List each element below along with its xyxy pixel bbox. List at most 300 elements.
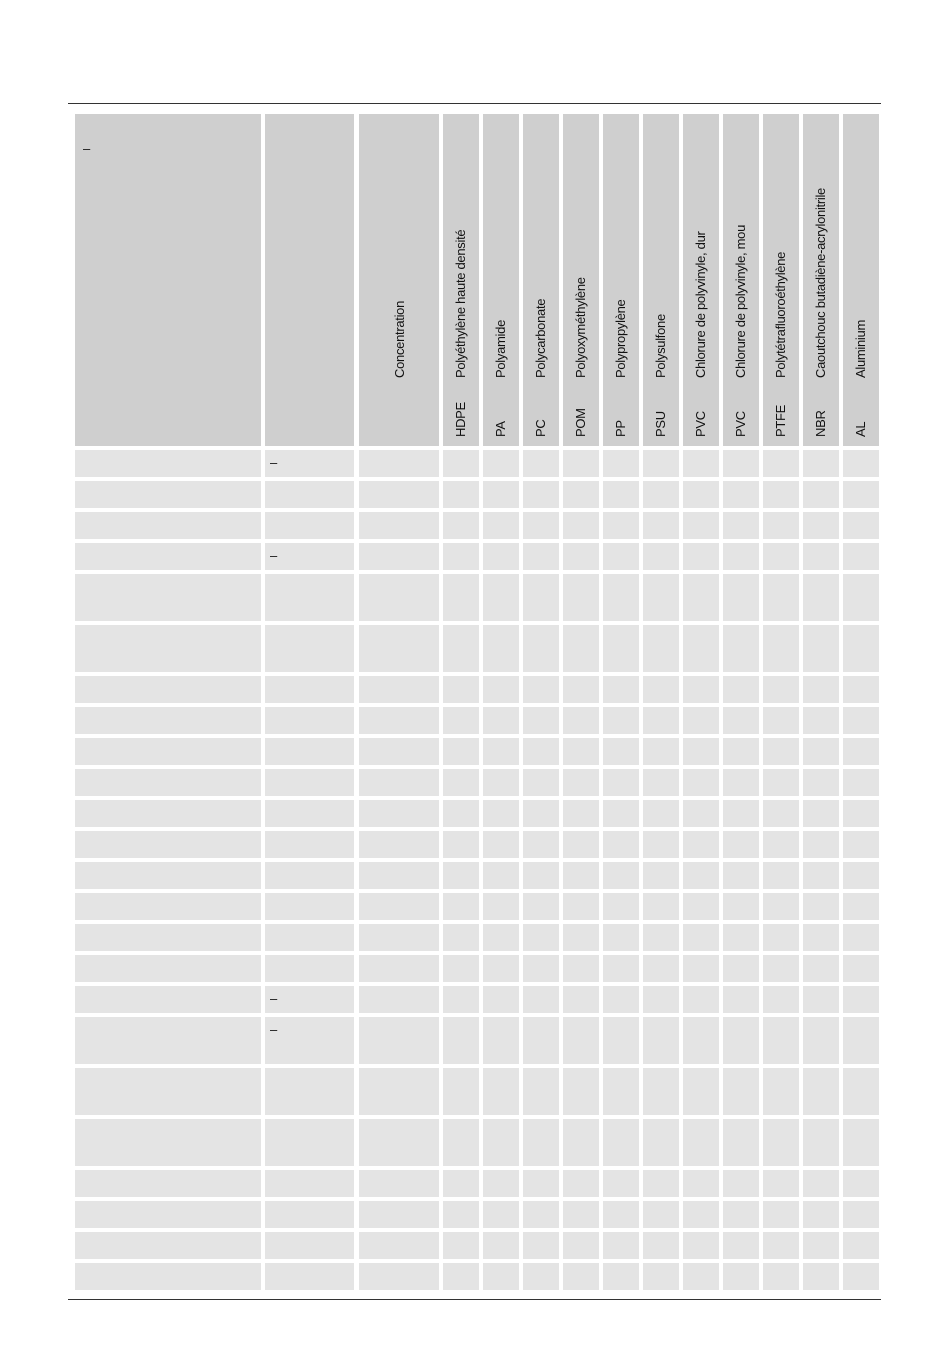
concentration-cell xyxy=(359,1170,439,1197)
substance-cell xyxy=(75,986,261,1013)
rating-cell xyxy=(563,893,599,920)
substance-cell xyxy=(75,1017,261,1064)
rating-cell xyxy=(723,738,759,765)
material-abbr: POM xyxy=(573,408,588,437)
substance-cell xyxy=(75,924,261,951)
material-name: Polysulfone xyxy=(653,314,668,378)
rating-cell xyxy=(843,1201,879,1228)
concentration-cell xyxy=(359,893,439,920)
rating-cell xyxy=(603,707,639,734)
rating-cell xyxy=(803,1119,839,1166)
rating-cell xyxy=(683,831,719,858)
rating-cell xyxy=(803,738,839,765)
substance-cell xyxy=(75,676,261,703)
material-abbr: PA xyxy=(493,421,508,437)
rating-cell xyxy=(683,1170,719,1197)
rating-cell xyxy=(523,481,559,508)
rating-cell xyxy=(803,955,839,982)
rating-cell xyxy=(523,543,559,570)
rating-cell xyxy=(803,831,839,858)
rating-cell xyxy=(723,1232,759,1259)
rating-cell xyxy=(763,512,799,539)
rating-cell xyxy=(843,1119,879,1166)
rating-cell xyxy=(803,676,839,703)
rating-cell xyxy=(763,738,799,765)
rating-cell xyxy=(563,450,599,477)
rating-cell xyxy=(643,1170,679,1197)
concentration-cell xyxy=(359,1232,439,1259)
concentration-cell xyxy=(359,625,439,672)
rating-cell xyxy=(803,1201,839,1228)
rating-cell xyxy=(443,1170,479,1197)
rating-cell xyxy=(643,738,679,765)
concentration-cell xyxy=(359,769,439,796)
rating-cell xyxy=(563,738,599,765)
rating-cell xyxy=(483,1170,519,1197)
rating-cell xyxy=(843,543,879,570)
rating-cell xyxy=(643,512,679,539)
formula-cell xyxy=(265,676,354,703)
rating-cell xyxy=(763,1201,799,1228)
rating-cell xyxy=(723,986,759,1013)
rating-cell xyxy=(603,512,639,539)
formula-value: – xyxy=(270,1022,278,1037)
rating-cell xyxy=(603,1068,639,1115)
material-name: Polyéthylène haute densité xyxy=(453,229,468,378)
substance-cell xyxy=(75,738,261,765)
substance-cell xyxy=(75,955,261,982)
rating-cell xyxy=(643,1068,679,1115)
rating-cell xyxy=(763,893,799,920)
rating-cell xyxy=(563,481,599,508)
material-abbr: AL xyxy=(853,421,868,437)
rating-cell xyxy=(763,707,799,734)
rating-cell xyxy=(523,924,559,951)
rating-cell xyxy=(643,676,679,703)
substance-cell xyxy=(75,1119,261,1166)
rating-cell xyxy=(563,986,599,1013)
rating-cell xyxy=(803,1263,839,1290)
rating-cell xyxy=(563,924,599,951)
material-abbr: NBR xyxy=(813,410,828,437)
rating-cell xyxy=(603,543,639,570)
rating-cell xyxy=(763,955,799,982)
formula-cell xyxy=(265,986,354,1013)
formula-cell xyxy=(265,543,354,570)
rating-cell xyxy=(443,831,479,858)
rating-cell xyxy=(683,1068,719,1115)
material-abbr: PVC xyxy=(733,411,748,437)
rating-cell xyxy=(603,625,639,672)
rating-cell xyxy=(643,862,679,889)
rating-cell xyxy=(683,481,719,508)
rating-cell xyxy=(483,543,519,570)
concentration-cell xyxy=(359,450,439,477)
rating-cell xyxy=(643,707,679,734)
rating-cell xyxy=(643,1201,679,1228)
rating-cell xyxy=(763,862,799,889)
rating-cell xyxy=(843,893,879,920)
substance-cell xyxy=(75,1263,261,1290)
rating-cell xyxy=(723,481,759,508)
rating-cell xyxy=(603,862,639,889)
rating-cell xyxy=(763,543,799,570)
rating-cell xyxy=(483,1068,519,1115)
rating-cell xyxy=(483,800,519,827)
formula-cell xyxy=(265,707,354,734)
rating-cell xyxy=(803,1068,839,1115)
material-abbr: PVC xyxy=(693,411,708,437)
rating-cell xyxy=(483,707,519,734)
concentration-cell xyxy=(359,1068,439,1115)
rating-cell xyxy=(643,986,679,1013)
rating-cell xyxy=(723,955,759,982)
rating-cell xyxy=(803,1170,839,1197)
rating-cell xyxy=(843,1017,879,1064)
material-name: Caoutchouc butadiène-acrylonitrile xyxy=(813,188,828,378)
rating-cell xyxy=(723,1119,759,1166)
rating-cell xyxy=(443,1232,479,1259)
rating-cell xyxy=(683,924,719,951)
rating-cell xyxy=(603,676,639,703)
rating-cell xyxy=(683,955,719,982)
header-material-cell xyxy=(523,114,559,446)
formula-cell xyxy=(265,512,354,539)
rating-cell xyxy=(803,1232,839,1259)
rating-cell xyxy=(443,481,479,508)
rating-cell xyxy=(563,1017,599,1064)
rating-cell xyxy=(443,574,479,621)
rating-cell xyxy=(523,862,559,889)
formula-cell xyxy=(265,831,354,858)
rating-cell xyxy=(843,924,879,951)
formula-cell xyxy=(265,1068,354,1115)
rating-cell xyxy=(763,986,799,1013)
rating-cell xyxy=(443,769,479,796)
rating-cell xyxy=(483,625,519,672)
formula-cell xyxy=(265,1201,354,1228)
rating-cell xyxy=(563,862,599,889)
formula-cell xyxy=(265,769,354,796)
rating-cell xyxy=(843,738,879,765)
rating-cell xyxy=(723,543,759,570)
substance-cell xyxy=(75,1068,261,1115)
rating-cell xyxy=(603,1170,639,1197)
rating-cell xyxy=(643,1263,679,1290)
rating-cell xyxy=(483,924,519,951)
rating-cell xyxy=(523,707,559,734)
rating-cell xyxy=(723,831,759,858)
formula-cell xyxy=(265,481,354,508)
rating-cell xyxy=(563,955,599,982)
rating-cell xyxy=(443,625,479,672)
rating-cell xyxy=(843,450,879,477)
formula-cell xyxy=(265,625,354,672)
rating-cell xyxy=(523,800,559,827)
rating-cell xyxy=(603,924,639,951)
rating-cell xyxy=(603,450,639,477)
concentration-label: Concentration xyxy=(392,300,407,378)
rating-cell xyxy=(643,800,679,827)
rating-cell xyxy=(443,512,479,539)
formula-cell xyxy=(265,800,354,827)
material-abbr: PP xyxy=(613,420,628,437)
rating-cell xyxy=(483,676,519,703)
rating-cell xyxy=(483,1201,519,1228)
concentration-cell xyxy=(359,800,439,827)
rating-cell xyxy=(643,1232,679,1259)
rating-cell xyxy=(803,574,839,621)
header-formula-cell xyxy=(265,114,354,446)
rating-cell xyxy=(443,738,479,765)
rating-cell xyxy=(563,769,599,796)
rating-cell xyxy=(723,512,759,539)
rating-cell xyxy=(603,769,639,796)
rating-cell xyxy=(643,769,679,796)
header-concentration-cell xyxy=(359,114,439,446)
rating-cell xyxy=(523,769,559,796)
formula-cell xyxy=(265,574,354,621)
rating-cell xyxy=(443,1201,479,1228)
concentration-cell xyxy=(359,955,439,982)
rating-cell xyxy=(723,1017,759,1064)
concentration-cell xyxy=(359,1119,439,1166)
rating-cell xyxy=(723,450,759,477)
rating-cell xyxy=(523,986,559,1013)
top-rule xyxy=(68,103,881,104)
rating-cell xyxy=(523,512,559,539)
rating-cell xyxy=(803,450,839,477)
rating-cell xyxy=(723,1170,759,1197)
concentration-cell xyxy=(359,512,439,539)
rating-cell xyxy=(843,1170,879,1197)
concentration-cell xyxy=(359,1263,439,1290)
rating-cell xyxy=(763,769,799,796)
rating-cell xyxy=(483,738,519,765)
material-abbr: PSU xyxy=(653,411,668,437)
rating-cell xyxy=(563,707,599,734)
rating-cell xyxy=(803,769,839,796)
rating-cell xyxy=(443,707,479,734)
rating-cell xyxy=(523,955,559,982)
rating-cell xyxy=(683,574,719,621)
substance-cell xyxy=(75,707,261,734)
rating-cell xyxy=(803,625,839,672)
material-abbr: HDPE xyxy=(453,402,468,437)
rating-cell xyxy=(763,1068,799,1115)
substance-cell xyxy=(75,800,261,827)
rating-cell xyxy=(683,1263,719,1290)
rating-cell xyxy=(723,574,759,621)
rating-cell xyxy=(723,1068,759,1115)
rating-cell xyxy=(763,800,799,827)
rating-cell xyxy=(763,1232,799,1259)
rating-cell xyxy=(563,800,599,827)
rating-cell xyxy=(763,676,799,703)
rating-cell xyxy=(563,1068,599,1115)
rating-cell xyxy=(483,986,519,1013)
rating-cell xyxy=(603,1119,639,1166)
rating-cell xyxy=(843,831,879,858)
rating-cell xyxy=(523,676,559,703)
concentration-cell xyxy=(359,574,439,621)
formula-cell xyxy=(265,893,354,920)
rating-cell xyxy=(683,450,719,477)
material-name: Polypropylène xyxy=(613,299,628,378)
rating-cell xyxy=(523,1017,559,1064)
rating-cell xyxy=(523,893,559,920)
rating-cell xyxy=(523,1263,559,1290)
rating-cell xyxy=(763,1017,799,1064)
rating-cell xyxy=(843,512,879,539)
rating-cell xyxy=(603,1263,639,1290)
rating-cell xyxy=(843,986,879,1013)
rating-cell xyxy=(603,986,639,1013)
rating-cell xyxy=(843,862,879,889)
formula-value: – xyxy=(270,991,278,1006)
rating-cell xyxy=(723,924,759,951)
substance-cell xyxy=(75,769,261,796)
rating-cell xyxy=(643,955,679,982)
rating-cell xyxy=(443,893,479,920)
concentration-cell xyxy=(359,1017,439,1064)
rating-cell xyxy=(843,707,879,734)
formula-cell xyxy=(265,1017,354,1064)
header-material-cell xyxy=(643,114,679,446)
substance-cell xyxy=(75,450,261,477)
rating-cell xyxy=(483,1232,519,1259)
rating-cell xyxy=(483,769,519,796)
rating-cell xyxy=(803,543,839,570)
rating-cell xyxy=(603,800,639,827)
formula-cell xyxy=(265,1232,354,1259)
rating-cell xyxy=(843,769,879,796)
rating-cell xyxy=(483,450,519,477)
rating-cell xyxy=(643,1119,679,1166)
rating-cell xyxy=(763,1119,799,1166)
concentration-cell xyxy=(359,481,439,508)
rating-cell xyxy=(843,1232,879,1259)
rating-cell xyxy=(723,676,759,703)
rating-cell xyxy=(443,986,479,1013)
substance-cell xyxy=(75,481,261,508)
rating-cell xyxy=(643,625,679,672)
rating-cell xyxy=(643,543,679,570)
rating-cell xyxy=(683,862,719,889)
header-material-cell xyxy=(483,114,519,446)
rating-cell xyxy=(643,831,679,858)
rating-cell xyxy=(443,862,479,889)
substance-cell xyxy=(75,574,261,621)
rating-cell xyxy=(683,1017,719,1064)
concentration-cell xyxy=(359,676,439,703)
rating-cell xyxy=(523,1232,559,1259)
material-name: Polytétrafluoroéthylène xyxy=(773,251,788,378)
formula-cell xyxy=(265,862,354,889)
rating-cell xyxy=(523,574,559,621)
rating-cell xyxy=(523,1068,559,1115)
rating-cell xyxy=(643,450,679,477)
rating-cell xyxy=(723,769,759,796)
rating-cell xyxy=(683,738,719,765)
formula-cell xyxy=(265,1170,354,1197)
material-name: Chlorure de polyvinyle, dur xyxy=(693,231,708,378)
rating-cell xyxy=(483,481,519,508)
rating-cell xyxy=(603,574,639,621)
rating-cell xyxy=(803,800,839,827)
rating-cell xyxy=(683,1201,719,1228)
rating-cell xyxy=(563,831,599,858)
rating-cell xyxy=(683,625,719,672)
concentration-cell xyxy=(359,738,439,765)
rating-cell xyxy=(603,955,639,982)
rating-cell xyxy=(523,625,559,672)
rating-cell xyxy=(443,955,479,982)
formula-value: – xyxy=(270,548,278,563)
rating-cell xyxy=(563,1170,599,1197)
substance-cell xyxy=(75,543,261,570)
formula-cell xyxy=(265,450,354,477)
rating-cell xyxy=(443,1263,479,1290)
header-material-cell xyxy=(843,114,879,446)
substance-cell xyxy=(75,1170,261,1197)
rating-cell xyxy=(483,1263,519,1290)
rating-cell xyxy=(763,625,799,672)
formula-cell xyxy=(265,738,354,765)
rating-cell xyxy=(483,574,519,621)
rating-cell xyxy=(723,893,759,920)
rating-cell xyxy=(603,1232,639,1259)
rating-cell xyxy=(603,738,639,765)
rating-cell xyxy=(843,1068,879,1115)
rating-cell xyxy=(563,1263,599,1290)
rating-cell xyxy=(763,574,799,621)
formula-cell xyxy=(265,924,354,951)
rating-cell xyxy=(523,1170,559,1197)
rating-cell xyxy=(723,625,759,672)
rating-cell xyxy=(803,512,839,539)
rating-cell xyxy=(483,512,519,539)
rating-cell xyxy=(843,481,879,508)
substance-cell xyxy=(75,625,261,672)
rating-cell xyxy=(523,1119,559,1166)
rating-cell xyxy=(443,924,479,951)
rating-cell xyxy=(843,574,879,621)
rating-cell xyxy=(683,676,719,703)
rating-cell xyxy=(603,831,639,858)
rating-cell xyxy=(683,1119,719,1166)
formula-cell xyxy=(265,955,354,982)
rating-cell xyxy=(603,1017,639,1064)
substance-cell xyxy=(75,831,261,858)
rating-cell xyxy=(843,955,879,982)
rating-cell xyxy=(603,893,639,920)
rating-cell xyxy=(563,512,599,539)
rating-cell xyxy=(683,800,719,827)
rating-cell xyxy=(443,1119,479,1166)
rating-cell xyxy=(443,1017,479,1064)
rating-cell xyxy=(803,1017,839,1064)
substance-cell xyxy=(75,512,261,539)
rating-cell xyxy=(483,893,519,920)
rating-cell xyxy=(683,986,719,1013)
formula-cell xyxy=(265,1263,354,1290)
rating-cell xyxy=(563,574,599,621)
rating-cell xyxy=(643,893,679,920)
formula-value: – xyxy=(270,455,278,470)
rating-cell xyxy=(483,955,519,982)
rating-cell xyxy=(523,831,559,858)
